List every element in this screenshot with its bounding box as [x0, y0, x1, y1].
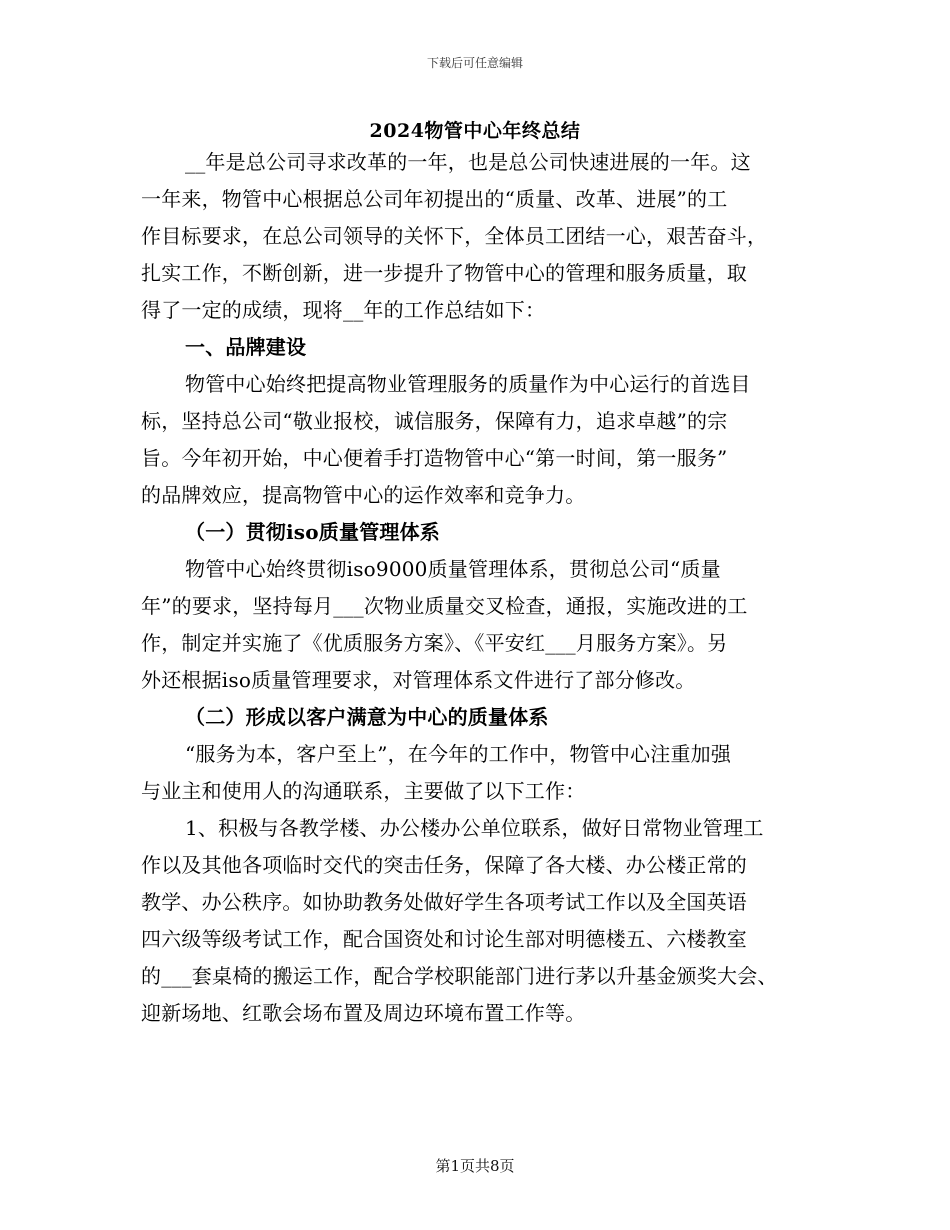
paragraph-line: 物管中心始终贯彻iso9000质量管理体系，贯彻总公司“质量 [185, 557, 721, 581]
paragraph-line: 得了一定的成绩，现将__年的工作总结如下： [141, 298, 546, 322]
section-heading: 一、品牌建设 [185, 335, 307, 359]
header-note: 下载后可任意编辑 [426, 56, 523, 70]
section-heading: （一）贯彻iso质量管理体系 [185, 520, 440, 544]
paragraph-line: 外还根据iso质量管理要求，对管理体系文件进行了部分修改。 [141, 668, 696, 692]
paragraph-line: 作以及其他各项临时交代的突击任务，保障了各大楼、办公楼正常的 [141, 853, 747, 877]
paragraph-line: 年”的要求，坚持每月___次物业质量交叉检查，通报，实施改进的工 [141, 594, 748, 618]
paragraph-line: 作，制定并实施了《优质服务方案》、《平安红___月服务方案》。另 [141, 631, 728, 655]
paragraph-line: 标，坚持总公司“敬业报校，诚信服务，保障有力，追求卓越”的宗 [141, 409, 728, 433]
paragraph-line: 的品牌效应，提高物管中心的运作效率和竞争力。 [141, 483, 586, 507]
paragraph-line: __年是总公司寻求改革的一年，也是总公司快速进展的一年。这 [185, 150, 751, 174]
paragraph-line: 与业主和使用人的沟通联系，主要做了以下工作： [141, 779, 586, 803]
paragraph-line: 作目标要求，在总公司领导的关怀下，全体员工团结一心，艰苦奋斗， [141, 224, 768, 248]
paragraph-line: 教学、办公秩序。如协助教务处做好学生各项考试工作以及全国英语 [141, 890, 747, 914]
document-title: 2024物管中心年终总结 [369, 120, 581, 142]
paragraph-line: 1、积极与各教学楼、办公楼办公单位联系，做好日常物业管理工 [185, 816, 764, 840]
paragraph-line: 的___套桌椅的搬运工作，配合学校职能部门进行茅以升基金颁奖大会、 [141, 964, 778, 988]
paragraph-line: 迎新场地、红歌会场布置及周边环境布置工作等。 [141, 1001, 586, 1025]
paragraph-line: 四六级等级考试工作，配合国资处和讨论生部对明德楼五、六楼教室 [141, 927, 747, 951]
paragraph-line: 物管中心始终把提高物业管理服务的质量作为中心运行的首选目 [185, 372, 751, 396]
paragraph-line: 旨。今年初开始，中心便着手打造物管中心“第一时间，第一服务” [141, 446, 728, 470]
paragraph-line: 一年来，物管中心根据总公司年初提出的“质量、改革、进展”的工 [141, 187, 728, 211]
paragraph-line: 扎实工作，不断创新，进一步提升了物管中心的管理和服务质量，取 [141, 261, 747, 285]
section-heading: （二）形成以客户满意为中心的质量体系 [185, 705, 549, 729]
page-footer: 第1页共8页 [435, 1157, 515, 1175]
document-body [141, 144, 821, 1032]
paragraph-line: “服务为本，客户至上”，在今年的工作中，物管中心注重加强 [185, 742, 732, 766]
